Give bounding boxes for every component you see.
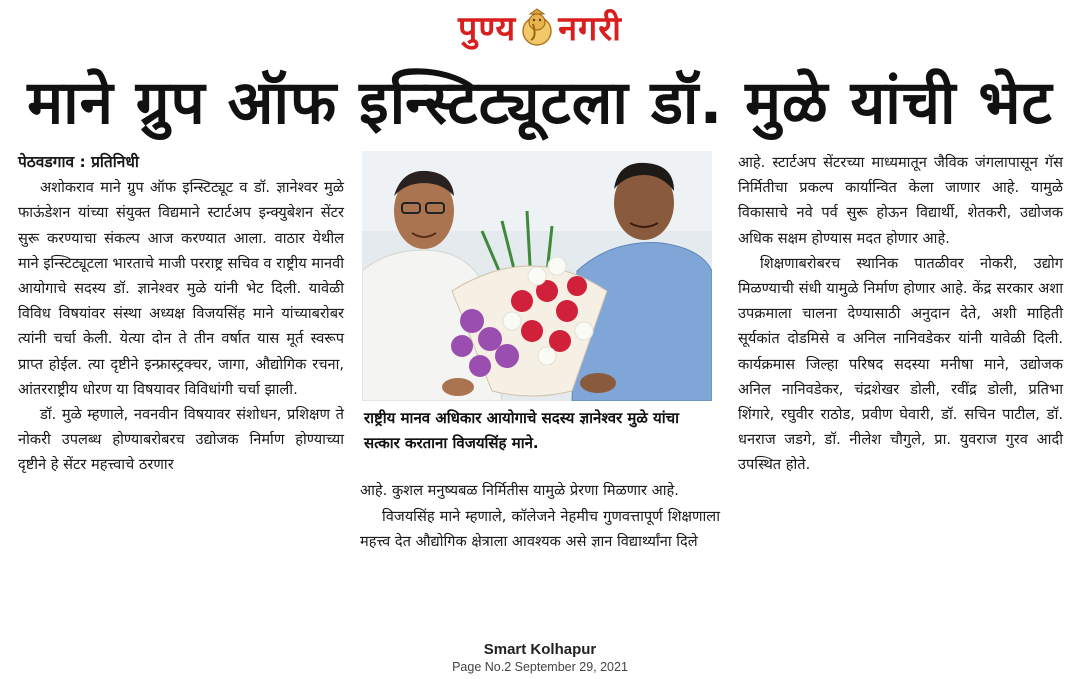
footer-title: Smart Kolhapur xyxy=(483,641,597,658)
article-column-3 xyxy=(738,150,1063,478)
dateline: पेठवडगाव : प्रतिनिधी xyxy=(18,153,139,171)
masthead xyxy=(0,2,1080,52)
column2-paragraph-1: आहे. कुशल मनुष्यबळ निर्मितीस यामुळे प्रेरणा मिळणार आहे. xyxy=(360,482,679,499)
column3-paragraph-1: आहे. स्टार्टअप सेंटरच्या माध्यमातून जैविक जंगलापासून गॅस निर्मितीचा प्रकल्प कार्यान्वित केला जाणार आहे. यामुळे विकासाचे नवे पर्व सुरू होऊन विद्यार्थी, शेतकरी, उद्योजक अधिक सक्षम होण्यास मदत होणार आहे. xyxy=(738,154,1063,247)
article-column-2 xyxy=(360,478,720,555)
felicitation-photo xyxy=(362,151,712,401)
masthead-left-word: पुण्य xyxy=(458,9,517,49)
column1-paragraph-1: अशोकराव माने ग्रुप ऑफ इन्स्टिट्यूट व डॉ. ज्ञानेश्वर मुळे फाऊंडेशन यांच्या संयुक्त विद्यमाने स्टार्टअप इन्क्युबेशन सेंटर सुरू करण्याचा संकल्प आज करण्यात आला. वाठार येथील माने इन्स्टिट्यूटला भारताचे माजी परराष्ट्र सचिव व राष्ट्रीय मानवी आयोगाचे सदस्य डॉ. ज्ञानेश्वर मुळे यांनी भेट दिली. यावेळी विविध विषयांवर संस्था अध्यक्ष विजयसिंह माने यांच्याबरोबर त्यांनी चर्चा केली. येत्या दोन ते तीन वर्षात यास मूर्त स्वरूप प्राप्त होईल. त्या दृष्टीने इन्फ्रास्ट्रक्चर, जागा, औद्योगिक रचना, आंतरराष्ट्रीय धोरण या विषयावर विविधांगी चर्चा झाली. xyxy=(18,179,344,398)
headline: माने ग्रुप ऑफ इन्स्टिट्यूटला डॉ. मुळे यांची भेट xyxy=(27,68,1053,138)
footer-subtitle: Page No.2 September 29, 2021 xyxy=(452,660,628,674)
photo-illustration xyxy=(362,151,712,401)
article-column-1 xyxy=(18,150,344,478)
column2-paragraph-2: विजयसिंह माने म्हणाले, कॉलेजने नेहमीच गुणवत्तापूर्ण शिक्षणाला महत्त्व देत औद्योगिक क्षेत्राला आवश्यक असे ज्ञान विद्यार्थ्यांना दिले xyxy=(360,507,720,551)
column3-paragraph-2: शिक्षणाबरोबरच स्थानिक पातळीवर नोकरी, उद्योग मिळण्याची संधी यामुळे निर्माण होणार आहे. केंद्र सरकार अशा उपक्रमाला चालना देण्यासाठी अनुदान देते, अशी माहिती सूर्यकांत दोडमिसे व अनिल नानिवडेकर यांनी यावेळी दिली. कार्यक्रमास जिल्हा परिषद सदस्या मनीषा माने, उद्योजक अनिल नानिवडेकर, चंद्रशेखर डोली, रवींद्र डोली, प्रतिभा शिंगारे, रघुवीर राठोड, प्रवीण घेवारी, डॉ. सचिन पाटील, डॉ. धनराज जडगे, डॉ. नीलेश चौगुले, प्रा. युवराज गुरव आदी उपस्थित होते. xyxy=(738,254,1063,474)
photo-caption: राष्ट्रीय मानव अधिकार आयोगाचे सदस्य ज्ञानेश्वर मुळे यांचा सत्कार करताना विजयसिंह माने. xyxy=(364,409,680,452)
ganesha-emblem-icon xyxy=(520,7,554,47)
masthead-right-word: नगरी xyxy=(558,9,622,49)
column1-paragraph-2: डॉ. मुळे म्हणाले, नवनवीन विषयावर संशोधन, प्रशिक्षण ते नोकरी उपलब्ध होण्याबरोबरच उद्योजक निर्माण होण्याच्या दृष्टीने हे सेंटर महत्त्वाचे ठरणार xyxy=(18,406,344,474)
